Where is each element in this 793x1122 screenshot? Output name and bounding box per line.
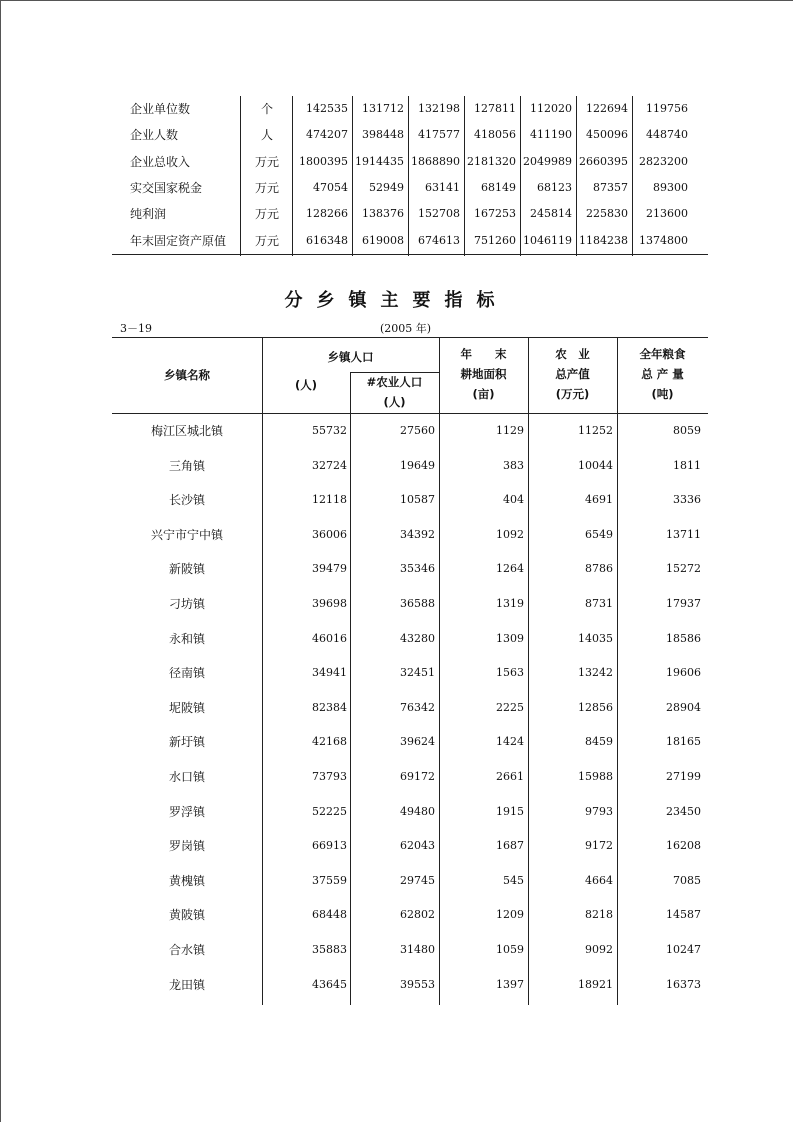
header-land-line2: 耕地面积 xyxy=(460,367,507,381)
cell-value: 1868890 xyxy=(411,154,460,168)
cell-output: 4664 xyxy=(585,873,613,887)
cell-grain: 8059 xyxy=(673,424,701,437)
cell-value: 2181320 xyxy=(467,154,516,168)
year-note: (2005 年) xyxy=(380,322,432,335)
cell-value: 131712 xyxy=(362,102,404,115)
cell-pop: 43645 xyxy=(312,977,347,991)
cell-land: 1563 xyxy=(496,666,524,680)
cell-land: 2661 xyxy=(496,770,524,783)
cell-land: 383 xyxy=(503,458,524,472)
cell-agri-pop: 62802 xyxy=(400,908,435,922)
township-name: 兴宁市宁中镇 xyxy=(150,527,223,542)
cell-land: 1915 xyxy=(496,804,524,818)
cell-agri-pop: 31480 xyxy=(400,943,435,956)
header-population-title: 乡镇人口 xyxy=(327,350,374,364)
cell-value: 2823200 xyxy=(639,154,688,168)
cell-agri-pop: 27560 xyxy=(400,424,435,437)
row-label: 企业总收入 xyxy=(130,154,191,169)
township-name: 黄槐镇 xyxy=(168,873,205,888)
township-name: 黄陂镇 xyxy=(168,908,205,923)
header-agri-population-title: #农业人口 xyxy=(366,375,423,389)
cell-value: 2049989 xyxy=(523,154,572,168)
cell-value: 167253 xyxy=(474,207,516,221)
page-title: 分乡镇主要指标 xyxy=(284,290,509,311)
township-name: 径南镇 xyxy=(168,666,205,681)
cell-grain: 18586 xyxy=(666,631,701,645)
cell-value: 1374800 xyxy=(639,233,688,247)
cell-output: 9793 xyxy=(585,804,613,818)
cell-agri-pop: 35346 xyxy=(400,562,435,576)
cell-value: 616348 xyxy=(306,233,348,247)
cell-agri-pop: 76342 xyxy=(400,700,435,714)
header-output-line1: 农 业 xyxy=(555,347,590,361)
cell-value: 132198 xyxy=(418,102,460,115)
header-grain-line1: 全年粮食 xyxy=(639,347,686,361)
cell-land: 1129 xyxy=(496,424,524,437)
cell-output: 8218 xyxy=(585,908,613,922)
row-label: 年末固定资产原值 xyxy=(130,233,227,248)
cell-agri-pop: 36588 xyxy=(400,597,435,610)
cell-pop: 36006 xyxy=(312,527,347,541)
cell-output: 9172 xyxy=(585,839,613,853)
township-name: 罗浮镇 xyxy=(168,804,205,819)
cell-grain: 19606 xyxy=(666,666,701,680)
table-row xyxy=(112,96,708,122)
cell-value: 450096 xyxy=(586,128,628,142)
cell-value: 751260 xyxy=(474,233,516,247)
cell-land: 1309 xyxy=(496,631,524,645)
cell-land: 404 xyxy=(503,493,524,507)
cell-value: 1046119 xyxy=(523,233,572,247)
row-label: 实交国家税金 xyxy=(130,180,203,195)
cell-agri-pop: 10587 xyxy=(400,493,435,507)
cell-value: 398448 xyxy=(362,128,404,142)
cell-pop: 73793 xyxy=(312,770,347,783)
cell-output: 4691 xyxy=(585,493,613,507)
row-unit: 万元 xyxy=(254,154,279,169)
cell-value: 112020 xyxy=(530,102,572,115)
cell-land: 2225 xyxy=(496,700,524,714)
cell-agri-pop: 39553 xyxy=(400,977,435,991)
township-name: 梅江区城北镇 xyxy=(150,424,223,438)
cell-grain: 23450 xyxy=(666,804,701,818)
table-row xyxy=(112,201,708,227)
cell-pop: 46016 xyxy=(312,631,347,645)
cell-grain: 15272 xyxy=(666,562,701,576)
table-row xyxy=(112,149,708,175)
cell-value: 47054 xyxy=(313,180,348,194)
township-name: 刁坊镇 xyxy=(168,597,205,611)
table-row xyxy=(112,829,708,864)
cell-land: 1424 xyxy=(496,735,524,749)
cell-pop: 37559 xyxy=(312,873,347,887)
township-name: 罗岗镇 xyxy=(168,839,205,854)
table-number: 3－19 xyxy=(120,322,152,335)
cell-grain: 18165 xyxy=(666,735,701,749)
cell-value: 68123 xyxy=(537,180,572,194)
cell-pop: 12118 xyxy=(312,493,347,507)
cell-value: 68149 xyxy=(481,180,516,194)
township-name: 三角镇 xyxy=(168,458,205,473)
cell-pop: 68448 xyxy=(312,908,347,922)
cell-grain: 10247 xyxy=(666,943,701,956)
cell-grain: 28904 xyxy=(666,700,701,714)
table-row xyxy=(112,483,708,518)
cell-pop: 55732 xyxy=(312,424,347,437)
table-row xyxy=(112,760,708,795)
table-row xyxy=(112,518,708,553)
cell-land: 1264 xyxy=(496,562,524,576)
cell-grain: 1811 xyxy=(673,458,701,472)
header-grain-output xyxy=(617,344,708,404)
cell-output: 12856 xyxy=(578,700,613,714)
row-label: 企业人数 xyxy=(130,128,179,143)
cell-pop: 39479 xyxy=(312,562,347,576)
cell-value: 89300 xyxy=(653,180,688,194)
cell-output: 18921 xyxy=(578,977,613,991)
cell-land: 545 xyxy=(503,873,524,887)
table-row xyxy=(112,656,708,691)
cell-pop: 52225 xyxy=(312,804,347,818)
cell-value: 225830 xyxy=(586,207,628,221)
cell-pop: 39698 xyxy=(312,597,347,610)
cell-value: 128266 xyxy=(306,207,348,221)
cell-value: 411190 xyxy=(530,128,572,142)
cell-agri-pop: 62043 xyxy=(400,839,435,853)
header-output-line3: (万元) xyxy=(555,387,590,401)
row-unit: 万元 xyxy=(254,233,279,248)
cell-value: 63141 xyxy=(425,180,460,194)
cell-value: 122694 xyxy=(586,102,628,115)
cell-land: 1319 xyxy=(496,597,524,610)
cell-output: 8786 xyxy=(585,562,613,576)
cell-land: 1092 xyxy=(496,527,524,541)
cell-pop: 32724 xyxy=(312,458,347,472)
header-agri-output xyxy=(528,344,617,404)
cell-value: 474207 xyxy=(306,128,348,142)
header-township-name: 乡镇名称 xyxy=(164,368,210,382)
table-row xyxy=(112,587,708,622)
row-unit: 万元 xyxy=(254,180,279,195)
header-population xyxy=(262,347,439,367)
township-name: 龙田镇 xyxy=(168,977,205,992)
table-row xyxy=(112,622,708,657)
cell-pop: 42168 xyxy=(312,735,347,749)
cell-value: 119756 xyxy=(646,102,688,115)
table-row xyxy=(112,968,708,1003)
header-land-line1: 年 末 xyxy=(460,347,507,361)
cell-grain: 3336 xyxy=(673,493,701,507)
row-label: 纯利润 xyxy=(130,207,167,222)
cell-land: 1209 xyxy=(496,908,524,922)
table-row xyxy=(112,552,708,587)
row-unit: 个 xyxy=(260,102,273,116)
township-name: 长沙镇 xyxy=(168,493,205,508)
cell-value: 138376 xyxy=(362,207,404,221)
cell-output: 8731 xyxy=(585,597,613,610)
row-unit: 万元 xyxy=(254,207,279,222)
township-name: 新陂镇 xyxy=(168,562,205,577)
cell-agri-pop: 32451 xyxy=(400,666,435,680)
cell-pop: 82384 xyxy=(312,700,347,714)
cell-grain: 13711 xyxy=(666,527,701,541)
cell-output: 14035 xyxy=(578,631,613,645)
header-grain-line2: 总 产 量 xyxy=(641,367,684,381)
cell-grain: 16208 xyxy=(666,839,701,853)
row-unit: 人 xyxy=(260,128,273,143)
cell-land: 1059 xyxy=(496,943,524,956)
township-name: 新圩镇 xyxy=(168,735,205,750)
table-row xyxy=(112,175,708,201)
cell-value: 142535 xyxy=(306,102,348,115)
cell-pop: 66913 xyxy=(312,839,347,853)
table-row xyxy=(112,228,708,254)
cell-value: 1800395 xyxy=(299,154,348,168)
cell-value: 448740 xyxy=(646,128,688,142)
cell-value: 1184238 xyxy=(579,233,628,247)
cell-agri-pop: 34392 xyxy=(400,527,435,541)
cell-value: 1914435 xyxy=(355,154,404,168)
table-top-rule xyxy=(112,337,708,338)
header-agri-population xyxy=(350,372,439,412)
cell-grain: 16373 xyxy=(666,977,701,991)
cell-output: 11252 xyxy=(578,424,613,437)
cell-value: 2660395 xyxy=(579,154,628,168)
township-name: 永和镇 xyxy=(168,631,205,646)
header-population-unit: (人) xyxy=(294,378,317,392)
cell-value: 127811 xyxy=(474,102,516,115)
cell-output: 13242 xyxy=(578,666,613,680)
header-grain-line3: (吨) xyxy=(651,387,674,401)
table-row xyxy=(112,122,708,148)
township-name: 坭陂镇 xyxy=(168,700,205,715)
township-name: 水口镇 xyxy=(168,770,205,784)
cell-value: 245814 xyxy=(530,207,572,221)
header-cultivated-land xyxy=(439,344,528,404)
cell-agri-pop: 43280 xyxy=(400,631,435,645)
header-output-line2: 总产值 xyxy=(555,367,590,381)
cell-pop: 35883 xyxy=(312,943,347,956)
cell-grain: 7085 xyxy=(673,873,701,887)
cell-value: 418056 xyxy=(474,128,516,142)
table-row xyxy=(112,449,708,484)
cell-output: 9092 xyxy=(585,943,613,956)
table-bottom-rule xyxy=(112,254,708,255)
cell-pop: 34941 xyxy=(312,666,347,680)
cell-grain: 27199 xyxy=(666,770,701,783)
cell-value: 152708 xyxy=(418,207,460,221)
cell-value: 213600 xyxy=(646,207,688,221)
cell-value: 52949 xyxy=(369,180,404,194)
table-row xyxy=(112,864,708,899)
header-agri-population-unit: (人) xyxy=(383,395,406,409)
table-row xyxy=(112,795,708,830)
cell-output: 8459 xyxy=(585,735,613,749)
cell-output: 6549 xyxy=(585,527,613,541)
table-row xyxy=(112,898,708,933)
cell-agri-pop: 29745 xyxy=(400,873,435,887)
cell-agri-pop: 69172 xyxy=(400,770,435,783)
township-name: 合水镇 xyxy=(168,943,205,957)
row-label: 企业单位数 xyxy=(130,102,191,116)
cell-grain: 14587 xyxy=(666,908,701,922)
cell-agri-pop: 19649 xyxy=(400,458,435,472)
header-land-line3: (亩) xyxy=(472,387,495,401)
cell-agri-pop: 39624 xyxy=(400,735,435,749)
cell-output: 15988 xyxy=(578,770,613,783)
cell-output: 10044 xyxy=(578,458,613,472)
table-row xyxy=(112,691,708,726)
table-row xyxy=(112,725,708,760)
cell-land: 1687 xyxy=(496,839,524,853)
cell-agri-pop: 49480 xyxy=(400,804,435,818)
cell-value: 619008 xyxy=(362,233,404,247)
cell-value: 674613 xyxy=(418,233,460,247)
table-row xyxy=(112,933,708,968)
cell-value: 87357 xyxy=(593,180,628,194)
cell-land: 1397 xyxy=(496,977,524,991)
cell-grain: 17937 xyxy=(666,597,701,610)
cell-value: 417577 xyxy=(418,128,460,142)
table-row xyxy=(112,414,708,449)
